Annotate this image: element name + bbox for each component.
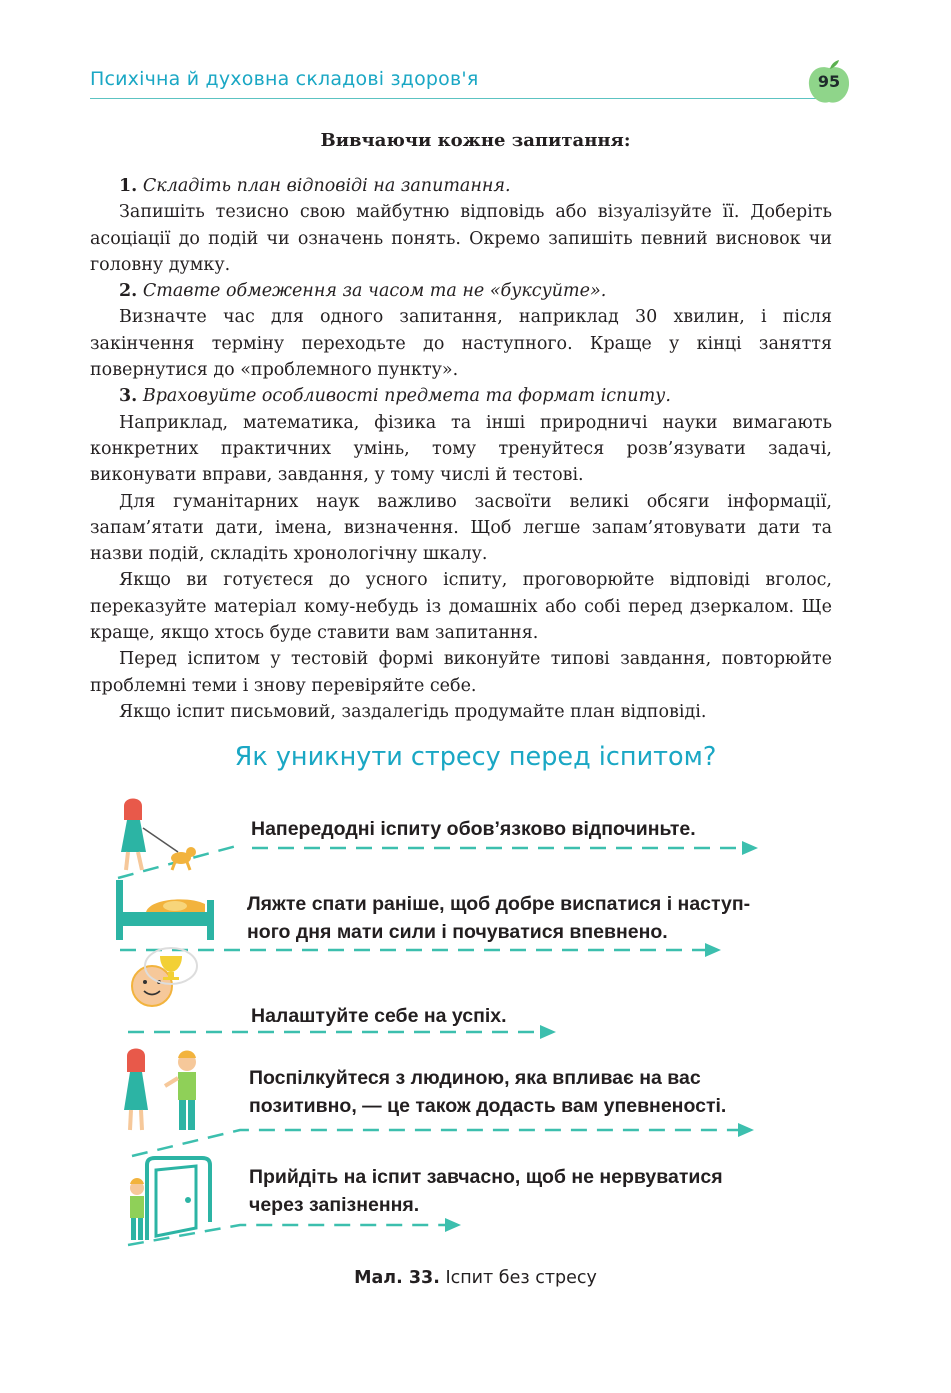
body-text bbox=[90, 173, 832, 725]
tip-sleep bbox=[247, 890, 750, 946]
step-title bbox=[90, 173, 832, 199]
tip-line: Налаштуйте себе на успіх. bbox=[251, 1005, 507, 1027]
paragraph: Запишіть тезисно свою майбутню відповідь або візуалізуйте її. Доберіть асоціації до подій чи означень понять. Окремо запишіть певний висновок чи головну думку. bbox=[90, 202, 832, 275]
paragraph: Визначте час для одного запитання, наприклад 30 хвилин, і після закінчення терміну переходьте до наступного. Краще у кінці заняття повернутися до «проблемного пункту». bbox=[90, 307, 832, 381]
tip-line: через запізнення. bbox=[249, 1194, 420, 1216]
girl-walking-dog-icon bbox=[121, 799, 196, 871]
tip-line: позитивно, — це також додасть вам упевненості. bbox=[249, 1095, 727, 1117]
figure-caption bbox=[0, 1268, 951, 1288]
stress-section-title: Як уникнути стресу перед іспитом? bbox=[234, 742, 717, 772]
tip-arrive-early bbox=[249, 1163, 723, 1219]
step-number: 3. bbox=[119, 386, 138, 407]
tip-line: Напередодні іспиту обов’язково відпочиньте. bbox=[251, 818, 696, 840]
subheading: Вивчаючи кожне запитання: bbox=[320, 130, 631, 151]
tip-success bbox=[251, 1002, 507, 1030]
figure-label: Мал. 33. bbox=[354, 1268, 440, 1288]
running-header-title: Психічна й духовна складові здоров'я bbox=[90, 68, 479, 90]
paragraph: Якщо іспит письмовий, заздалегідь продумайте план відповіді. bbox=[119, 701, 707, 722]
paragraph: Якщо ви готуєтеся до усного іспиту, проговорюйте відповіді вголос, переказуйте матеріал кому-небудь із домашніх або собі перед дзеркалом. Ще краще, якщо хтось буде ставити вам запитання. bbox=[90, 570, 832, 644]
step-number: 2. bbox=[119, 281, 138, 302]
step-title bbox=[90, 383, 832, 409]
step-number: 1. bbox=[119, 176, 138, 196]
tip-communicate bbox=[249, 1064, 726, 1120]
tip-line: Поспілкуйтеся з людиною, яка впливає на вас bbox=[249, 1067, 701, 1089]
page-number: 95 bbox=[817, 72, 841, 91]
bed-icon bbox=[116, 880, 214, 940]
figure-caption-text: Іспит без стресу bbox=[445, 1268, 597, 1288]
paragraph: Для гуманітарних наук важливо засвоїти великі обсяги інформації, запам’ятати дати, імена, визначення. Щоб легше запам’ятовувати дати та назви подій, складіть хронологічну шкалу. bbox=[90, 491, 832, 565]
two-people-talking-icon bbox=[124, 1049, 196, 1131]
tip-line: ного дня мати сили і почуватися впевнено. bbox=[247, 921, 668, 943]
tip-rest bbox=[251, 815, 696, 843]
step-title bbox=[90, 278, 832, 304]
tip-line: Ляжте спати раніше, щоб добре виспатися і наступ- bbox=[247, 893, 751, 915]
person-at-door-icon bbox=[130, 1158, 210, 1240]
step-title-text: Ставте обмеження за часом та не «буксуйте». bbox=[142, 281, 607, 302]
paragraph: Перед іспитом у тестовій формі виконуйте типові завдання, повторюйте проблемні теми і знову перевіряйте себе. bbox=[90, 649, 832, 696]
page-number-badge bbox=[806, 60, 852, 106]
step-title-text: Враховуйте особливості предмета та формат іспиту. bbox=[142, 386, 671, 407]
step-title-text: Складіть план відповіді на запитання. bbox=[142, 176, 511, 196]
header-divider bbox=[90, 98, 828, 99]
paragraph: Наприклад, математика, фізика та інші природничі науки вимагають конкретних практичних умінь, тому тренуйтеся розв’язувати задачі, виконувати вправи, завдання, у тому числі й тестові. bbox=[90, 412, 832, 486]
tip-line: Прийдіть на іспит завчасно, щоб не нервуватися bbox=[249, 1166, 723, 1188]
smiling-face-trophy-icon bbox=[132, 948, 197, 1006]
